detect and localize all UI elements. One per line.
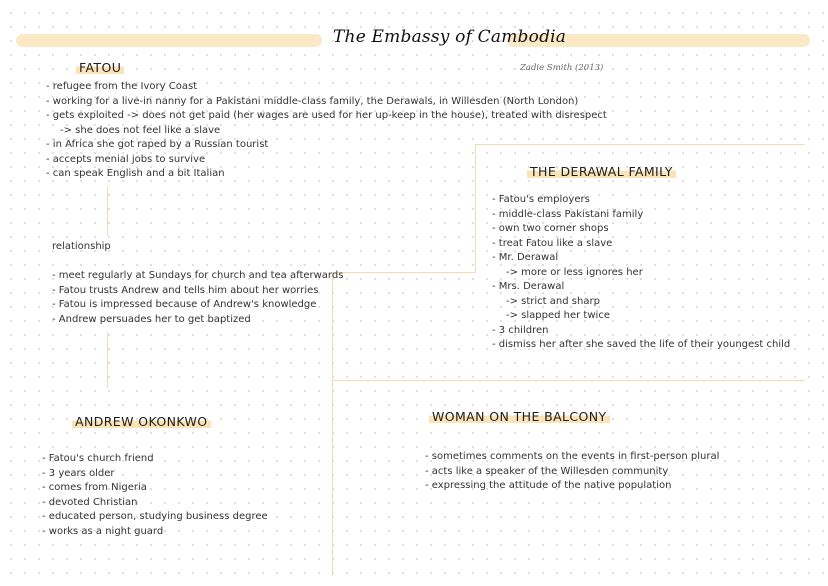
list-item: - sometimes comments on the events in first-person plural [425, 451, 720, 462]
list-item: - Andrew persuades her to get baptized [52, 313, 251, 325]
list-item: - acts like a speaker of the Willesden community [425, 465, 669, 477]
list-item: - can speak English and a bit Italian [46, 168, 225, 179]
list-item: - comes from Nigeria [42, 482, 147, 493]
divider-relationship-andrew [107, 332, 108, 388]
relationship-list [52, 269, 343, 327]
list-item: - meet regularly at Sundays for church and tea afterwards [52, 270, 344, 281]
list-item: - 3 years older [42, 467, 115, 479]
andrew-list [42, 452, 268, 539]
list-item: - working for a live-in nanny for a Pakistani middle-class family, the Derawals, in Willesden (North London) [46, 95, 579, 107]
list-item: - expressing the attitude of the native population [425, 480, 672, 491]
list-item: -> more or less ignores her [506, 266, 643, 278]
andrew-heading: ANDREW OKONKWO [72, 414, 211, 429]
list-item: - Fatou trusts Andrew and tells him about her worries [52, 284, 319, 296]
list-item: -> strict and sharp [506, 295, 600, 307]
fatou-list [46, 80, 607, 182]
derawal-list [492, 193, 790, 353]
list-item: - in Africa she got raped by a Russian tourist [46, 139, 269, 150]
list-item: - Fatou's church friend [42, 453, 154, 464]
list-item: - Mrs. Derawal [492, 281, 565, 292]
divider-fatou-relationship [107, 186, 108, 236]
title-banner-left [16, 34, 322, 47]
relationship-heading: relationship [52, 241, 111, 252]
woman-list [425, 450, 719, 494]
divider-woman-top [332, 380, 805, 381]
divider-derawal-mid [332, 272, 476, 273]
list-item: - accepts menial jobs to survive [46, 153, 206, 165]
list-item: - refugee from the Ivory Coast [46, 81, 198, 92]
list-item: - dismiss her after she saved the life of their youngest child [492, 339, 791, 350]
list-item: - educated person, studying business degree [42, 511, 268, 522]
fatou-heading: FATOU [76, 60, 124, 75]
list-item: -> she does not feel like a slave [60, 124, 221, 136]
list-item: - own two corner shops [492, 223, 609, 234]
list-item: - devoted Christian [42, 496, 138, 508]
list-item: - Fatou is impressed because of Andrew's knowledge [52, 299, 317, 310]
page-title: The Embassy of Cambodia [333, 27, 567, 47]
list-item: - works as a night guard [42, 525, 164, 537]
list-item: -> slapped her twice [506, 310, 610, 321]
list-item: - treat Fatou like a slave [492, 237, 613, 249]
list-item: - gets exploited -> does not get paid (her wages are used for her up-keep in the house), treated with disrespect [46, 110, 607, 121]
author-signature: Zadie Smith (2013) [520, 63, 604, 73]
derawal-heading: THE DERAWAL FAMILY [527, 164, 676, 179]
woman-heading: WOMAN ON THE BALCONY [429, 409, 610, 424]
list-item: - middle-class Pakistani family [492, 208, 644, 220]
list-item: - Mr. Derawal [492, 252, 559, 263]
list-item: - Fatou's employers [492, 194, 590, 205]
list-item: - 3 children [492, 324, 549, 336]
